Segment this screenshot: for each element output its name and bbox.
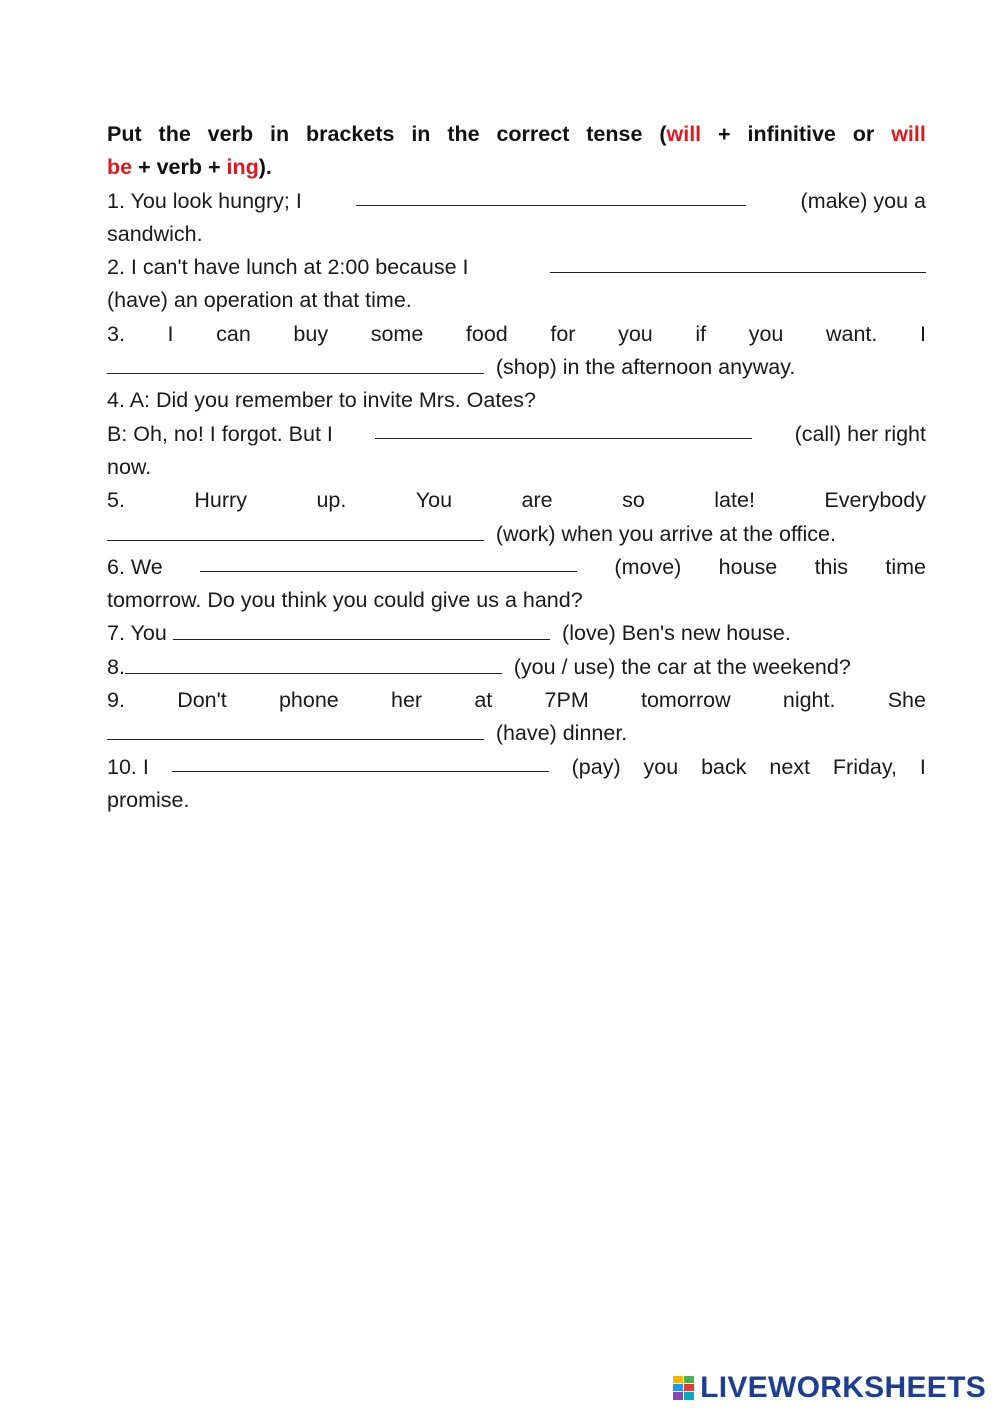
question-9	[107, 684, 926, 717]
question-9-word: her	[391, 688, 423, 713]
question-3-word: want.	[825, 321, 878, 346]
question-3-word: some	[370, 321, 424, 346]
question-2-text: 2. I can't have lunch at 2:00 because I	[107, 255, 469, 280]
question-7-verb: (love) Ben's new house.	[562, 621, 791, 646]
question-5-verb: (work) when you arrive at the office.	[495, 521, 836, 546]
question-10-word: next	[769, 754, 811, 779]
question-4-verb: (call) her right	[794, 421, 926, 446]
worksheet	[107, 118, 926, 817]
instructions-line-2	[107, 151, 926, 184]
answer-blank-6[interactable]	[200, 551, 577, 572]
question-9-verb: (have) dinner.	[495, 721, 628, 746]
instruction-text: ).	[258, 155, 272, 180]
instruction-word: or	[852, 122, 875, 146]
answer-blank-9[interactable]	[107, 719, 484, 740]
keyword-ing: ing	[226, 155, 259, 180]
instruction-word: in	[269, 122, 290, 146]
question-9-word: tomorrow	[641, 688, 731, 713]
question-5-word: up.	[316, 488, 347, 513]
instruction-word: Put	[107, 122, 142, 146]
question-9-word: She	[887, 688, 926, 713]
question-3-word: if	[695, 321, 707, 346]
logo-text: LIVEWORKSHEETS	[700, 1371, 986, 1404]
answer-blank-8[interactable]	[125, 652, 502, 673]
question-6-word: (move)	[614, 554, 682, 579]
question-3-word: I	[167, 321, 174, 346]
instruction-text: + verb +	[132, 155, 227, 180]
question-10-word: back	[701, 754, 747, 779]
question-10	[107, 751, 926, 784]
question-5-word: You	[415, 488, 453, 513]
instruction-word: infinitive	[747, 122, 836, 146]
question-3-word: for	[550, 321, 576, 346]
question-9-cont	[107, 717, 926, 750]
question-10-word: (pay)	[571, 754, 621, 779]
question-1-cont: sandwich.	[107, 221, 203, 246]
question-3-word: you	[618, 321, 653, 346]
instruction-word: +	[718, 122, 731, 146]
question-10-word: I	[919, 754, 926, 779]
question-5-word: Everybody	[824, 488, 926, 513]
instruction-word: tense	[586, 122, 643, 146]
question-10-word: Friday,	[832, 754, 898, 779]
question-9-word: at	[474, 688, 493, 713]
instruction-word: correct	[496, 122, 570, 146]
question-9-word: night.	[782, 688, 836, 713]
question-8-verb: (you / use) the car at the weekend?	[513, 654, 851, 679]
keyword-will-2: will	[891, 122, 926, 146]
answer-blank-3[interactable]	[107, 353, 484, 374]
keyword-be: be	[107, 155, 133, 180]
question-10-word: you	[643, 754, 679, 779]
question-4-a: 4. A: Did you remember to invite Mrs. Oates?	[107, 388, 536, 413]
question-9-word: 9.	[107, 688, 125, 713]
question-3-word: 3.	[107, 321, 125, 346]
question-8	[107, 651, 926, 684]
instruction-word: verb	[207, 122, 254, 146]
question-5-word: Hurry	[194, 488, 247, 513]
keyword-will: will	[666, 122, 702, 146]
answer-blank-7[interactable]	[173, 619, 550, 640]
question-6	[107, 551, 926, 584]
question-10-cont: promise.	[107, 787, 190, 812]
question-6-text: 6. We	[107, 554, 163, 579]
question-5-word: late!	[714, 488, 755, 513]
question-3-word: buy	[293, 321, 329, 346]
answer-blank-2[interactable]	[550, 251, 926, 272]
instructions-line-1	[107, 118, 926, 151]
question-10-text: 10. I	[107, 754, 149, 779]
question-3	[107, 318, 926, 351]
question-3-cont	[107, 351, 926, 384]
question-7-text: 7. You	[107, 621, 167, 646]
instruction-word: the	[158, 122, 191, 146]
question-6-word: this	[814, 554, 849, 579]
answer-blank-5[interactable]	[107, 519, 484, 540]
liveworksheets-logo[interactable]	[672, 1373, 986, 1403]
question-5-word: so	[622, 488, 645, 513]
question-5-word: 5.	[107, 488, 125, 513]
answer-blank-1[interactable]	[356, 185, 746, 206]
question-5	[107, 484, 926, 517]
question-6-word: time	[885, 554, 926, 579]
logo-blocks-icon	[672, 1375, 696, 1401]
instruction-word: in	[411, 122, 431, 146]
question-9-word: 7PM	[544, 688, 589, 713]
question-3-word: you	[748, 321, 784, 346]
question-3-word: can	[216, 321, 251, 346]
question-3-verb: (shop) in the afternoon anyway.	[495, 355, 796, 380]
answer-blank-4[interactable]	[375, 418, 752, 439]
instruction-word: (will	[659, 122, 702, 146]
answer-blank-10[interactable]	[172, 751, 549, 772]
instruction-word: the	[447, 122, 480, 146]
question-1-verb: (make) you a	[800, 188, 926, 213]
question-4-text: B: Oh, no! I forgot. But I	[107, 421, 333, 446]
question-8-text: 8.	[107, 654, 125, 679]
question-4-cont: now.	[107, 454, 152, 479]
question-6-word: house	[718, 554, 778, 579]
question-2-cont: (have) an operation at that time.	[107, 288, 412, 313]
question-9-word: phone	[278, 688, 339, 713]
question-4-b	[107, 418, 926, 451]
question-7	[107, 617, 926, 650]
question-6-cont: tomorrow. Do you think you could give us a hand?	[107, 588, 583, 613]
question-1	[107, 185, 926, 218]
question-5-cont	[107, 518, 926, 551]
question-3-word: I	[919, 321, 926, 346]
question-5-word: are	[521, 488, 553, 513]
instruction-word: brackets	[305, 122, 395, 146]
question-2	[107, 251, 926, 284]
question-9-word: Don't	[177, 688, 227, 713]
question-1-text: 1. You look hungry; I	[107, 188, 302, 213]
question-3-word: food	[465, 321, 508, 346]
